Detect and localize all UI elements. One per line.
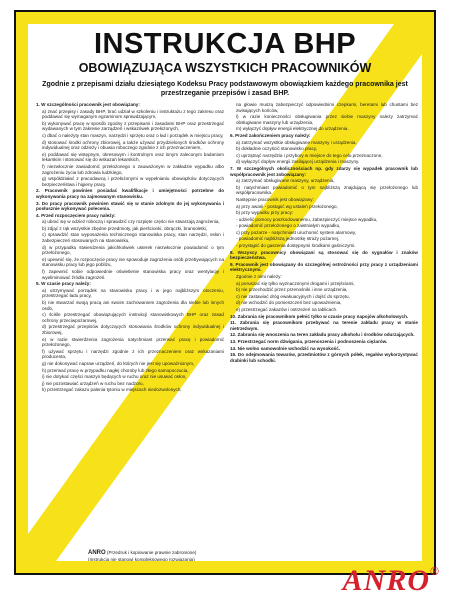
poster-frame	[14, 10, 436, 575]
rule-item: a) poruszać się tylko wyznaczonymi drogami i przejściami,	[236, 280, 355, 286]
rule-item: a) ubrać się w odzież roboczą i sprawdzić czy rozpięte części nie stwarzają zagrożenia,	[42, 219, 220, 225]
rule-item: - przystąpić do gaszenia dostępnymi środkami gaśniczymi.	[236, 243, 356, 249]
page-title: INSTRUKCJA BHP	[93, 28, 357, 60]
rule-heading: 12. Zabrania się wnoszenia na teren zakładu pracy alkoholu i środków odurzających.	[230, 332, 415, 338]
rule-item: g) współdziałać z pracodawcą i przełożonymi w wypełnianiu obowiązków dotyczących bezpieczeństwa i higieny pracy.	[42, 176, 224, 187]
rule-heading: 10. Zabrania się pracownikom pełnić tylko w czasie pracy napojów alkoholowych.	[230, 313, 409, 319]
rule-item: c) dbać o należyty stan maszyn, narzędzi i sprzętu oraz o ład i porządek w miejscu pracy,	[42, 132, 224, 138]
rule-heading: 2. Pracownik powinien posiadać kwalifikacje i umiejętności potrzebne do wykonywania pracy na zajmowanym stanowisku.	[36, 188, 224, 199]
rule-item: d) stosować środki ochrony zbiorowej, a także używać przydzielonych środków ochrony indywidualnej oraz odzieży i obuwia roboczego zgodnie z ich przeznaczeniem,	[42, 139, 224, 151]
rule-item: c) sprawdzić stan wyposażenia technicznego stanowiska pracy, stan narzędzi, osłon i zabezpieczeń stosowanych na stanowisku,	[42, 232, 224, 244]
rule-heading: 6. Przed zakończeniem pracy należy:	[230, 132, 311, 138]
rule-heading: 3. Do pracy pracownik powinien stawić się w stanie zdolnym do jej wykonywania i posłusznie wykonywać polecenia.	[36, 200, 224, 212]
rule-item: b) dokładnie oczyścić stanowisko pracy,	[236, 146, 318, 152]
rule-item: a) przy awarii - postąpić wg ustaleń przełożonego,	[236, 203, 338, 209]
intro-text: Zgodnie z przepisami działu dziesiątego Kodeksu Pracy podstawowym obowiązkiem każdego pracownika jest przestrzeganie przepisów i zasad BHP.	[42, 81, 408, 97]
footer-note-line1: (Przedruk i kopiowanie prawnie zabronione)	[106, 550, 197, 555]
rule-heading: 7. W szczególnych okolicznościach np. gdy zdarzy się wypadek pracownik lub współpracownik jest zobowiązany:	[230, 165, 418, 177]
rule-heading: 4. Przed rozpoczęciem pracy należy:	[36, 212, 116, 218]
rule-heading: 1. W szczególności pracownik jest obowiązany:	[36, 102, 140, 107]
rule-item: b) nie stwarzać swoją pracą ani swoim zachowaniem zagrożenia dla siebie lub innych osób,	[42, 300, 224, 311]
rule-item: e) poddawać się wstępnym, okresowym i kontrolnym oraz innym zaleconym badaniom lekarskim i stosować się do wskazań lekarskich,	[42, 151, 224, 163]
rule-item: d) przestrzegać przepisów dotyczących stosowania środków ochrony indywidualnej i zbiorowej,	[42, 324, 224, 335]
rule-item: a) zatrzymać wszystkie obsługiwane maszyny i urządzenia,	[236, 139, 357, 145]
rule-item: Zgodnie z nimi należy:	[236, 274, 282, 280]
rule-item: e) w razie stwierdzenia zagrożenia natychmiast przerwać pracę i powiadomić przełożonego,	[42, 336, 224, 348]
rule-heading: 5. W czasie pracy należy:	[36, 281, 91, 287]
rule-item: e) upewnić się, że rozpoczęcie pracy nie spowoduje zagrożenia osób przebywających na stanowisku pracy lub jego pobliżu,	[42, 256, 224, 268]
rule-item: b) natychmiast powiadomić o tym najbliższą znajdującą się przełożonego lub współpracownika.	[236, 184, 418, 196]
rule-item: - udzielić pomocy poszkodowanemu, zabezpieczyć miejsce wypadku,	[236, 216, 378, 222]
anro-logo	[343, 564, 440, 598]
rule-heading: 8. Wszyscy pracownicy obowiązani są stosować się do sygnałów i znaków bezpieczeństwa.	[230, 249, 418, 261]
rule-heading: 9. Pracownik jest obowiązany do szczególnej ostrożności przy pracy z urządzeniami elektrycznymi.	[230, 261, 418, 273]
rule-item: a) utrzymywać porządek na stanowisku pracy i w jego najbliższym otoczeniu, przestrzegać ładu pracy,	[42, 287, 224, 299]
rule-item: e) przestrzegać zakazów i ostrzeżeń na tablicach.	[236, 307, 338, 312]
rule-item: f) używać sprzętu i narzędzi zgodnie z ich przeznaczeniem oraz wskazaniami producenta,	[42, 348, 224, 360]
rule-item: k) przestrzegać zakazu palenia tytoniu w miejscach niedozwolonych.	[42, 387, 182, 393]
rule-item: l) w razie konieczności obsługiwania przez siebie maszyny należy zatrzymać obsługiwane maszyny lub urządzenia,	[236, 114, 418, 125]
rule-item: m) wyłączyć dopływ energii elektrycznej do urządzenia.	[236, 126, 349, 132]
rule-heading: 15. Do odejmowania towarów, przedmiotów z górnych półek, regałów wykorzystywać drabinki lub schodki.	[230, 352, 418, 363]
rule-item: c) nie zastawiać dróg ewakuacyjnych i dojść do sprzętu,	[236, 293, 350, 299]
rule-item: j) nie pozostawiać urządzeń w ruchu bez nadzoru,	[42, 380, 144, 386]
logo-text: ANRO	[342, 564, 431, 597]
footer-brand: ANRO	[88, 550, 106, 556]
rule-item: d) w przypadku stwierdzenia jakichkolwiek usterek niezwłocznie powiadomić o tym przełożonego,	[42, 244, 224, 256]
rule-item: b) przy wypadku przy pracy:	[236, 210, 294, 216]
right-column	[230, 102, 418, 554]
rule-item: c) uprzątnąć narzędzia i przybory w miejsce do tego celu przeznaczone,	[236, 152, 383, 158]
rule-item: a) zatrzymać obsługiwane maszyny, urządzenia,	[236, 178, 335, 184]
rule-heading: 13. Przestrzegać norm dźwigania, przenoszenia i podnoszenia ciężarów.	[230, 338, 388, 344]
rule-heading: 11. Zabrania się pracownikom przebywać na terenie zakładu pracy w stanie nietrzeźwym.	[230, 320, 418, 331]
rule-item: i) nie dotykać części maszyn będących w ruchu oraz nie usuwać osłon,	[42, 374, 187, 380]
rule-item: Następnie pracownik jest obowiązany:	[236, 196, 314, 202]
poster-body	[28, 24, 422, 561]
left-column	[36, 102, 224, 554]
rule-item: b) nie przechodzić przez przenośniki i inne urządzenia,	[236, 287, 348, 293]
rule-item: d) wyłączyć dopływ energii zasilającej urządzenia i maszyny.	[236, 159, 360, 165]
rule-item: c) ściśle przestrzegać obowiązujących instrukcji stanowiskowych BHP oraz zasad ochrony przeciwpożarowej,	[42, 312, 224, 323]
rule-item: - powiadomić przełożonego o zaistniałym wypadku,	[236, 223, 341, 229]
rule-item: na głowie muszą zabezpieczyć odpowiednimi czepkami, beretami lub chustami bez zwisających końców,	[236, 102, 418, 113]
footer-note-line2: (Instrukcja nie stanowi kompleksowego rozwiązania)	[88, 556, 195, 561]
rule-item: f) niezwłocznie zawiadomić przełożonego o zauważonym w zakładzie wypadku albo zagrożeniu życia lub zdrowia ludzkiego,	[42, 163, 224, 175]
rule-item: b) zdjąć z rąk wszystkie zbędne przedmioty, jak pierścionki, obrączki, bransoletki,	[42, 225, 208, 231]
rule-item: h) przerwać pracę w przypadku nagłej choroby lub złego samopoczucia,	[42, 367, 189, 373]
rule-item: - powiadomić najbliższą jednostkę straży pożarnej,	[236, 236, 340, 242]
rule-item: d) nie wchodzić do pomieszczeń bez upoważnienia,	[236, 300, 342, 306]
rule-item: g) nie dokonywać napraw urządzeń, do których nie jest się upoważnionym,	[42, 360, 195, 366]
rule-item: f) zapewnić sobie odpowiednie oświetlenie stanowiska pracy oraz wentylację i wyeliminować źródła zagrożeń.	[42, 269, 224, 280]
rule-item: a) znać przepisy i zasady BHP, brać udział w szkoleniu i instruktażu z tego zakresu oraz poddawać się wymaganym egzaminom sprawdzającym,	[42, 108, 224, 120]
page-subtitle: OBOWIĄZUJĄCA WSZYSTKICH PRACOWNIKÓW	[78, 61, 372, 75]
footer-note	[88, 550, 196, 561]
rule-heading: 14. Nie wolno samowolnie wchodzić na wysokość.	[230, 345, 341, 351]
rule-item: b) wykonywać pracę w sposób zgodny z przepisami i zasadami BHP oraz przestrzegać wydawanych w tym zakresie zarządzeń i wskazówek przełożonych,	[42, 120, 224, 132]
registered-mark: ®	[430, 564, 440, 578]
rule-item: c) przy pożarze - natychmiast uruchomić system alarmowy,	[236, 229, 357, 235]
